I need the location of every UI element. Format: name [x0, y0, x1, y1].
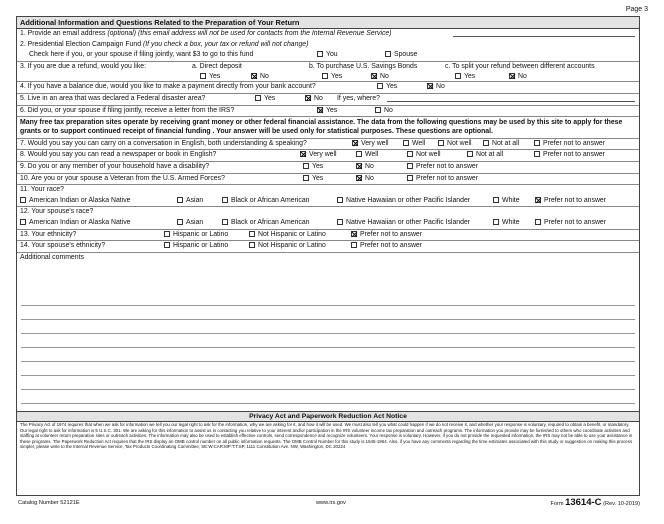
q10-yes-checkbox[interactable] [303, 175, 309, 181]
q13-hispanic-checkbox[interactable] [164, 231, 170, 237]
q5-text: 5. Live in an area that was declared a Federal disaster area? [20, 94, 206, 102]
q5-row: 5. Live in an area that was declared a Federal disaster area? Yes No If yes, where? [17, 93, 639, 105]
q4-row: 4. If you have a balance due, would you like to make a payment directly from your bank account? Yes No [17, 81, 639, 93]
comments-area[interactable] [17, 299, 639, 409]
q4-yes-checkbox[interactable] [377, 83, 383, 89]
q5-where-field[interactable] [387, 101, 635, 102]
q7-row: 7. Would you say you can carry on a conversation in English, both understanding & speaking? Very well Well Not well Not at all Prefer not to answer [17, 138, 639, 150]
q12-prefer-not-checkbox[interactable] [535, 219, 541, 225]
comment-line [21, 319, 635, 320]
q12-asian-checkbox[interactable] [177, 219, 183, 225]
q2-you-option[interactable]: You [317, 50, 338, 61]
comment-line [21, 403, 635, 404]
q7-prefer-not-checkbox[interactable] [534, 140, 540, 146]
form-id: Form 13614-C (Rev. 10-2019) [550, 497, 640, 508]
comment-line [21, 361, 635, 362]
q8-well-checkbox[interactable] [356, 151, 362, 157]
q12-row [17, 206, 639, 218]
grant-paragraph: Many free tax preparation sites operate by receiving grant money or other federal financial assistance. The data from the following questions may be used by this site to apply for these grants or to support continued receipt of financial funding . Your answer will be used only for statistical purposes. These questions are optional. [17, 116, 639, 138]
q2-sub-text: Check here if you, or your spouse if filing jointly, want $3 to go to this fund [29, 51, 254, 59]
section-title: Additional Information and Questions Related to the Preparation of Your Return [17, 17, 639, 29]
q7-text: 7. Would you say you can carry on a conversation in English, both understanding & speaking? [20, 139, 307, 147]
q8-not-at-all-checkbox[interactable] [467, 151, 473, 157]
q2-spouse-option[interactable]: Spouse [385, 50, 417, 61]
q10-prefer-not-checkbox[interactable] [407, 175, 413, 181]
q8-prefer-not-checkbox[interactable] [534, 151, 540, 157]
q3-c-yes-checkbox[interactable] [455, 73, 461, 79]
comment-line [21, 389, 635, 390]
q3-c-no-checkbox[interactable] [509, 73, 515, 79]
q2-text: 2. Presidential Election Campaign Fund (If you check a box, your tax or refund will not change) [20, 40, 309, 48]
q10-text: 10. Are you or your spouse a Veteran from the U.S. Armed Forces? [20, 174, 225, 182]
q11-asian-checkbox[interactable] [177, 197, 183, 203]
q1-text: 1. Provide an email address (optional) (this email address will not be used for contacts from the Internal Revenue Service) [20, 30, 392, 37]
q4-text: 4. If you have a balance due, would you like to make a payment directly from your bank account? [20, 83, 316, 91]
q12-options-row: American Indian or Alaska Native Asian Black or African American Native Hawaiian or other Pacific Islander White Prefer not to answer [17, 218, 639, 229]
q4-no-checkbox[interactable] [427, 83, 433, 89]
q14-row: 14. Your spouse's ethnicity? Hispanic or Latino Not Hispanic or Latino Prefer not to answer [17, 240, 639, 252]
q2-you-checkbox[interactable] [317, 51, 323, 57]
catalog-number: Catalog Number 52121E [18, 500, 80, 506]
q8-not-well-checkbox[interactable] [407, 151, 413, 157]
q13-not-hispanic-checkbox[interactable] [249, 231, 255, 237]
q12-white-checkbox[interactable] [493, 219, 499, 225]
q8-row: 8. Would you say you can read a newspaper or book in English? Very well Well Not well Not at all Prefer not to answer [17, 149, 639, 161]
q3-text: 3. If you are due a refund, would you like: [20, 62, 147, 70]
q3-options-row: Yes No Yes No Yes No [17, 72, 639, 81]
q3-a-no-checkbox[interactable] [251, 73, 257, 79]
q6-row: 6. Did you, or your spouse if filing jointly, receive a letter from the IRS? Yes No [17, 105, 639, 117]
q12-american-indian-checkbox[interactable] [20, 219, 26, 225]
q5-where-label: If yes, where? [337, 94, 380, 102]
privacy-text: The Privacy Act of 1974 requires that when we ask for information we tell you our legal right to ask for the information, why we are asking for it, and how it will be used. We must also tell you what could happen if we do not receive it, and whether your response is voluntary, required to obtain a benefit, or mandatory. Our legal right to ask for information is 5 U.S.C. 301. We are asking for this information to assist us in contacting you relative to your interest and/or participation in the IRS volunteer income tax preparation and outreach programs. The information you provide may be furnished to others who coordinate activities and staffing at volunteer return preparation sites or outreach activities. The information may also be used to establish effective controls, send correspondence and recognize volunteers. Your response is voluntary. However, if you do not provide the requested information, the IRS may not be able to use your assistance in these programs. The Paperwork Reduction Act requires that the IRS display an OMB control number on all public information requests. The OMB Control Number for this study is 1545-1964. Also, if you have any comments regarding the time estimates associated with this study or suggestion on making this process simpler, please write to the Internal Revenue Service, Tax Products Coordinating Committee, SE:W:CAR:MP:T:T:SP, 1111 Constitution Ave. NW, Washington, DC 20224 [20, 422, 633, 450]
q13-row: 13. Your ethnicity? Hispanic or Latino Not Hispanic or Latino Prefer not to answer [17, 229, 639, 241]
q14-not-hispanic-checkbox[interactable] [249, 242, 255, 248]
q12-text: 12. Your spouse's race? [20, 208, 94, 216]
footer [16, 497, 640, 509]
email-field[interactable] [453, 36, 635, 37]
q8-text: 8. Would you say you can read a newspaper or book in English? [20, 151, 217, 159]
q8-very-well-checkbox[interactable] [300, 151, 306, 157]
q11-white-checkbox[interactable] [493, 197, 499, 203]
q9-yes-checkbox[interactable] [303, 163, 309, 169]
q10-row: 10. Are you or your spouse a Veteran from the U.S. Armed Forces? Yes No Prefer not to answer [17, 173, 639, 185]
q11-black-checkbox[interactable] [222, 197, 228, 203]
page-number: Page 3 [625, 6, 648, 13]
q3-a-label: a. Direct deposit [192, 62, 242, 70]
q13-prefer-not-checkbox[interactable] [351, 231, 357, 237]
comments-label-row [17, 252, 639, 264]
q7-very-well-checkbox[interactable] [352, 140, 358, 146]
comment-line [21, 375, 635, 376]
q14-prefer-not-checkbox[interactable] [351, 242, 357, 248]
q3-b-label: b. To purchase U.S. Savings Bonds [309, 62, 418, 70]
q11-american-indian-checkbox[interactable] [20, 197, 26, 203]
q3-c-label: c. To split your refund between different accounts [445, 62, 595, 70]
q11-text: 11. Your race? [20, 186, 64, 194]
q3-row [17, 61, 639, 73]
q3-b-no-checkbox[interactable] [371, 73, 377, 79]
q6-no-checkbox[interactable] [375, 107, 381, 113]
q9-no-checkbox[interactable] [356, 163, 362, 169]
q3-b-yes-checkbox[interactable] [322, 73, 328, 79]
q11-options-row: American Indian or Alaska Native Asian Black or African American Native Hawaiian or other Pacific Islander White Prefer not to answer [17, 196, 639, 207]
q7-well-checkbox[interactable] [403, 140, 409, 146]
q7-not-at-all-checkbox[interactable] [483, 140, 489, 146]
q9-row: 9. Do you or any member of your household have a disability? Yes No Prefer not to answer [17, 161, 639, 173]
q13-text: 13. Your ethnicity? [20, 230, 77, 238]
q2-row [17, 40, 639, 51]
q6-text: 6. Did you, or your spouse if filing jointly, receive a letter from the IRS? [20, 106, 235, 114]
q12-pacific-islander-checkbox[interactable] [337, 219, 343, 225]
q2-sub-row [17, 50, 639, 61]
q14-hispanic-checkbox[interactable] [164, 242, 170, 248]
intake-form-page [16, 16, 640, 496]
q10-no-checkbox[interactable] [356, 175, 362, 181]
privacy-title: Privacy Act and Paperwork Reduction Act Notice [17, 411, 639, 422]
q7-not-well-checkbox[interactable] [438, 140, 444, 146]
q5-no-checkbox[interactable] [305, 95, 311, 101]
q9-prefer-not-checkbox[interactable] [407, 163, 413, 169]
q3-a-yes-checkbox[interactable] [200, 73, 206, 79]
comment-line [21, 347, 635, 348]
q14-text: 14. Your spouse's ethnicity? [20, 242, 106, 250]
q5-yes-checkbox[interactable] [255, 95, 261, 101]
q11-prefer-not-checkbox[interactable] [535, 197, 541, 203]
q9-text: 9. Do you or any member of your household have a disability? [20, 162, 210, 170]
q12-black-checkbox[interactable] [222, 219, 228, 225]
q1-row [17, 29, 639, 40]
q11-pacific-islander-checkbox[interactable] [337, 197, 343, 203]
comment-line [21, 305, 635, 306]
irs-website: www.irs.gov [316, 500, 346, 506]
q6-yes-checkbox[interactable] [317, 107, 323, 113]
comment-line [21, 333, 635, 334]
q2-spouse-checkbox[interactable] [385, 51, 391, 57]
comments-label: Additional comments [20, 253, 84, 261]
q11-row [17, 184, 639, 196]
